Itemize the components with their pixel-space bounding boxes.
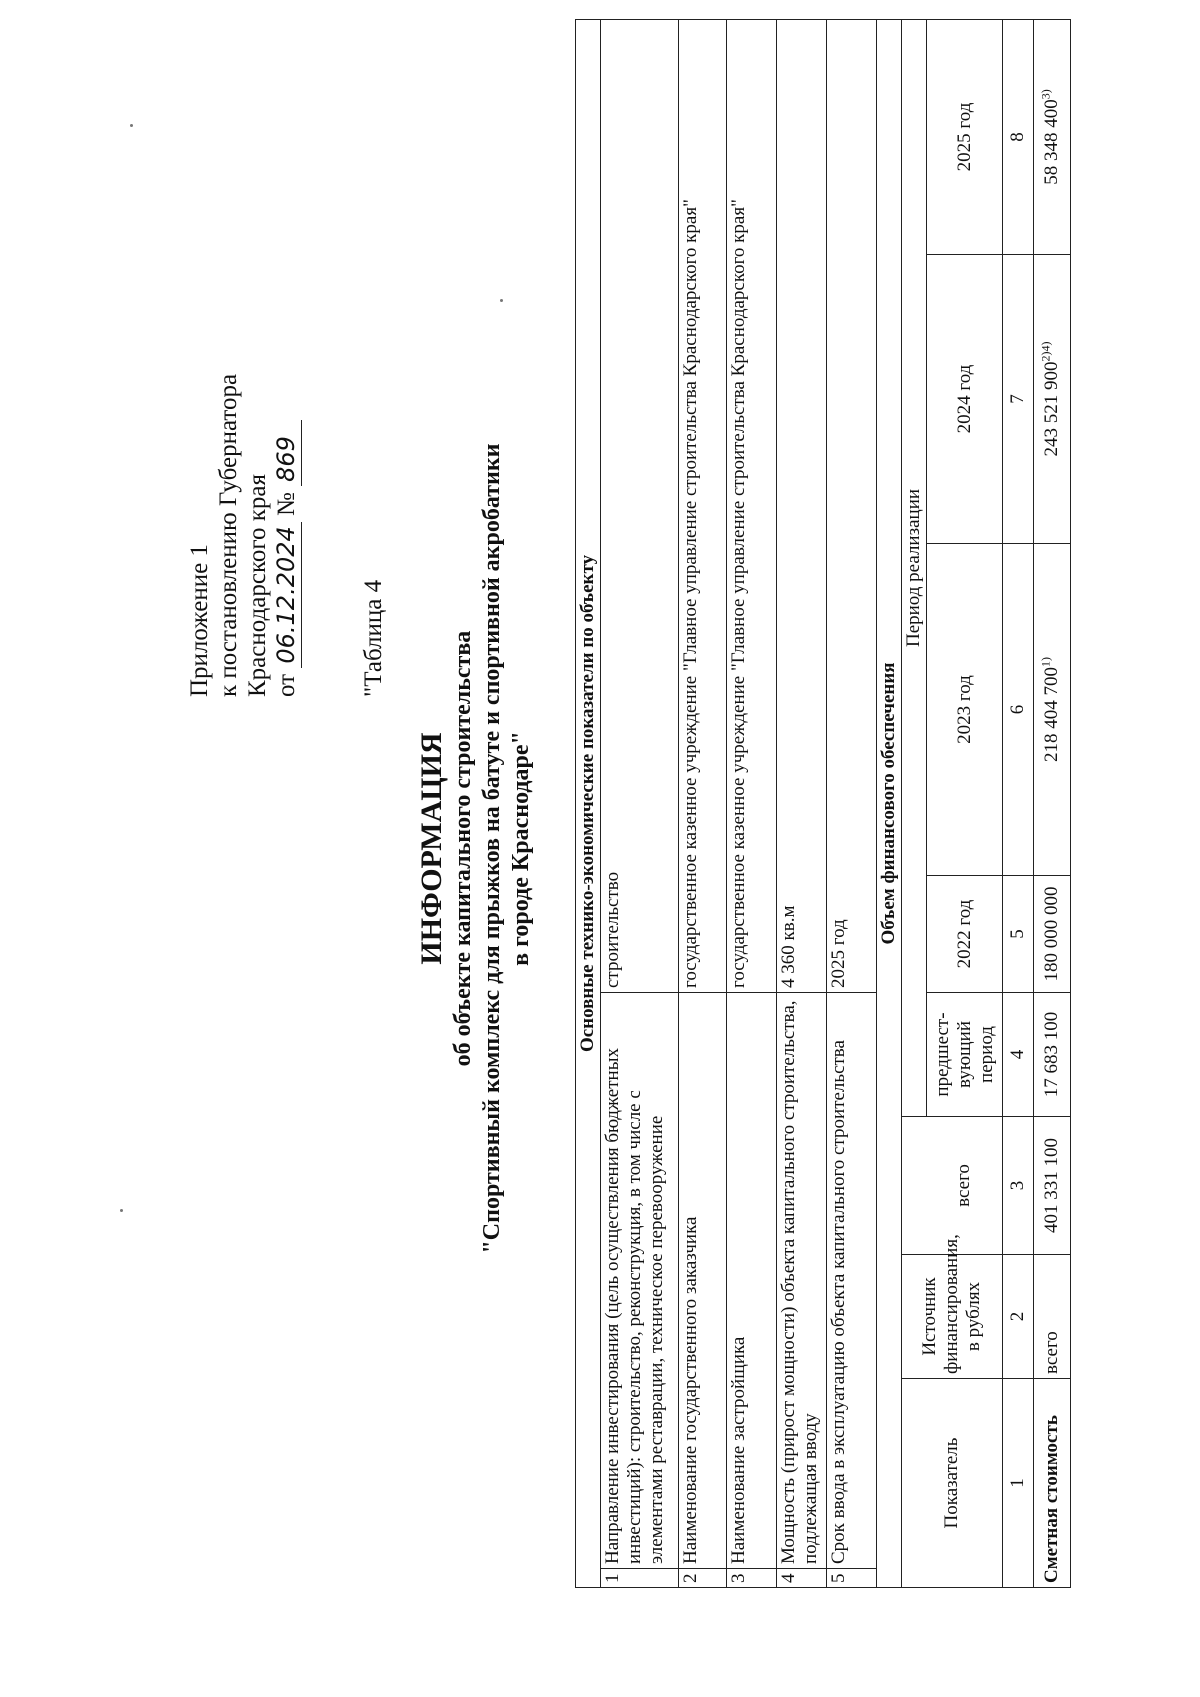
- footnote-2023: 1): [1038, 657, 1053, 667]
- table-label: "Таблица 4: [360, 579, 387, 697]
- row-label: Направление инвестирования (цель осуществления бюджетных инвестиций): строительство, реконструкция, в том числе с элементами реставрации, техническое перевооружение: [601, 993, 679, 1569]
- doc-subtitle-1: об объекте капитального строительства: [450, 630, 476, 1067]
- col-number: 1: [1003, 1379, 1034, 1588]
- row-label: Наименование застройщика: [727, 993, 777, 1569]
- header-prior: предшест-вующий период: [927, 993, 1003, 1117]
- appendix-line-2: к постановлению Губернатора: [215, 373, 242, 697]
- header-row-1: [902, 19, 927, 1587]
- info-table: [575, 19, 1071, 1588]
- scan-speck: [120, 1209, 123, 1212]
- column-numbers-row: [1003, 19, 1034, 1587]
- col-number: 5: [1003, 876, 1034, 993]
- section1-heading-row: [576, 19, 601, 1587]
- section2-heading: Объем финансового обеспечения: [877, 19, 902, 1587]
- value-2024: 243 521 900: [1041, 361, 1062, 457]
- row-label: Наименование государственного заказчика: [679, 993, 727, 1569]
- row-number: 3: [727, 1569, 777, 1588]
- header-2025: 2025 год: [927, 19, 1003, 254]
- row-number: 1: [601, 1569, 679, 1588]
- row-value: 4 360 кв.м: [777, 19, 827, 992]
- col-number: 2: [1003, 1255, 1034, 1379]
- cell-2025: [1034, 19, 1071, 254]
- doc-subtitle-2: "Спортивный комплекс для прыжков на батуте и спортивной акробатики: [479, 443, 505, 1254]
- col-number: 7: [1003, 255, 1034, 544]
- row-value: государственное казенное учреждение "Главное управление строительства Краснодарского края": [679, 19, 727, 992]
- cell-2024: [1034, 255, 1071, 544]
- header-period: Период реализации: [902, 19, 927, 1116]
- value-2022: 180 000 000: [1034, 876, 1071, 993]
- row-value: 2025 год: [827, 19, 877, 992]
- section1-heading: Основные технико-экономические показатели по объекту: [576, 19, 601, 1587]
- doc-subtitle-3: в городе Краснодаре": [508, 731, 534, 966]
- total-value: 401 331 100: [1034, 1117, 1071, 1255]
- indicator-value: Сметная стоимость: [1034, 1379, 1071, 1588]
- appendix-line-4: [272, 374, 302, 697]
- row-number: 5: [827, 1569, 877, 1588]
- header-total: всего: [927, 1117, 1003, 1255]
- scan-speck: [500, 299, 503, 302]
- footnote-2024: 2)4): [1038, 341, 1053, 362]
- number-sign: №: [273, 492, 300, 516]
- header-2023: 2023 год: [927, 544, 1003, 876]
- row-label: Мощность (прирост мощности) объекта капитального строительства, подлежащая вводу: [777, 993, 827, 1569]
- source-value: всего: [1034, 1255, 1071, 1379]
- row-value: государственное казенное учреждение "Главное управление строительства Краснодарского края": [727, 19, 777, 992]
- col-number: 8: [1003, 19, 1034, 254]
- appendix-line-3: Краснодарского края: [244, 474, 271, 697]
- table-row: [777, 19, 827, 1587]
- table-row: [601, 19, 679, 1587]
- scan-speck: [130, 124, 133, 127]
- value-2023: 218 404 700: [1041, 667, 1062, 762]
- header-2022: 2022 год: [927, 876, 1003, 993]
- appendix-block: [185, 374, 302, 697]
- section2-heading-row: [877, 19, 902, 1587]
- col-number: 4: [1003, 993, 1034, 1117]
- footnote-2025: 3): [1038, 89, 1053, 100]
- header-indicator: Показатель: [902, 1379, 1003, 1588]
- cell-2023: [1034, 544, 1071, 876]
- row-number: 4: [777, 1569, 827, 1588]
- header-source: Источник финансирования, в рублях: [902, 1255, 1003, 1379]
- col-number: 3: [1003, 1117, 1034, 1255]
- from-prefix: от: [273, 673, 300, 697]
- row-number: 2: [679, 1569, 727, 1588]
- table-row: [727, 19, 777, 1587]
- doc-title: ИНФОРМАЦИЯ: [415, 732, 448, 965]
- table-row: [827, 19, 877, 1587]
- handwritten-date: 06.12.2024: [272, 522, 302, 667]
- row-value: строительство: [601, 19, 679, 992]
- prior-value: 17 683 100: [1034, 993, 1071, 1117]
- handwritten-number: 869: [272, 420, 302, 486]
- row-label: Срок ввода в эксплуатацию объекта капитального строительства: [827, 993, 877, 1569]
- appendix-line-1: Приложение 1: [186, 544, 213, 697]
- header-2024: 2024 год: [927, 255, 1003, 544]
- value-2025: 58 348 400: [1041, 99, 1062, 185]
- table-row: [1034, 19, 1071, 1587]
- col-number: 6: [1003, 544, 1034, 876]
- table-row: [679, 19, 727, 1587]
